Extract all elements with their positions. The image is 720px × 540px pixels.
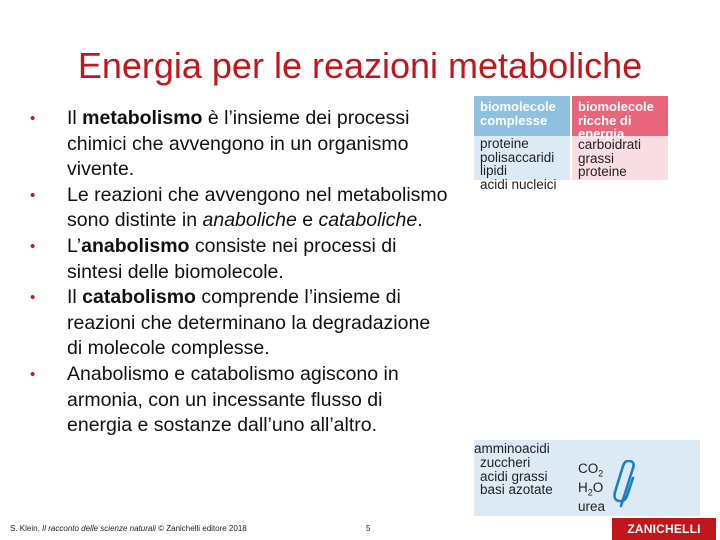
- bullet-item: • Il metabolismo è l’insieme dei processi chimici che avvengono in un organismo vivente.: [30, 107, 410, 181]
- simple-molecules-list: zuccheri acidi grassi basi azotate: [480, 455, 553, 497]
- bullet-item: • L’anabolismo consiste nei processi di sintesi delle biomolecole.: [30, 234, 397, 283]
- metabolism-figure: [468, 90, 700, 520]
- co2-label: $CO_2$: [578, 461, 604, 479]
- waste-products-list: $CO_2$ $H_2O$ urea: [578, 461, 606, 515]
- page-number: 5: [366, 524, 371, 533]
- bullet-item: • Il catabolismo comprende l’insieme di reazioni che determinano la degradazione di molecole complesse.: [30, 286, 431, 360]
- bullet-item: • Le reazioni che avvengono nel metabolismo sono distinte in anaboliche e cataboliche.: [30, 183, 448, 232]
- bullet-dot-icon: •: [30, 365, 36, 383]
- energy-biomolecules-list: carboidrati grassi proteine: [578, 137, 642, 179]
- publisher-logo: ZANICHELLI: [612, 518, 716, 540]
- paperclip-icon: [613, 460, 641, 512]
- simple-molecules-first: amminoacidi: [474, 441, 550, 456]
- complex-biomolecules-list: proteine polisaccaridi lipidi acidi nucleici: [480, 136, 557, 192]
- bullet-dot-icon: •: [30, 289, 36, 307]
- slide-title: Energia per le reazioni metaboliche: [77, 45, 643, 86]
- energy-biomolecules-header: biomolecole ricche di energia: [572, 96, 668, 136]
- footer-citation: S. Klein, Il racconto delle scienze naturali © Zanichelli editore 2018: [10, 524, 247, 533]
- bullet-dot-icon: •: [30, 186, 36, 204]
- complex-biomolecules-header: biomolecole complesse: [474, 96, 570, 136]
- bullet-list: [30, 106, 450, 439]
- bullet-item: • Anabolismo e catabolismo agiscono in armonia, con un incessante flusso di energia e sostanze dall’uno all’altro.: [30, 362, 399, 437]
- energy-biomolecules-box: [572, 96, 668, 180]
- bullet-dot-icon: •: [30, 110, 36, 127]
- h2o-label: $H_2O$: [578, 480, 604, 498]
- bullet-dot-icon: •: [30, 237, 36, 255]
